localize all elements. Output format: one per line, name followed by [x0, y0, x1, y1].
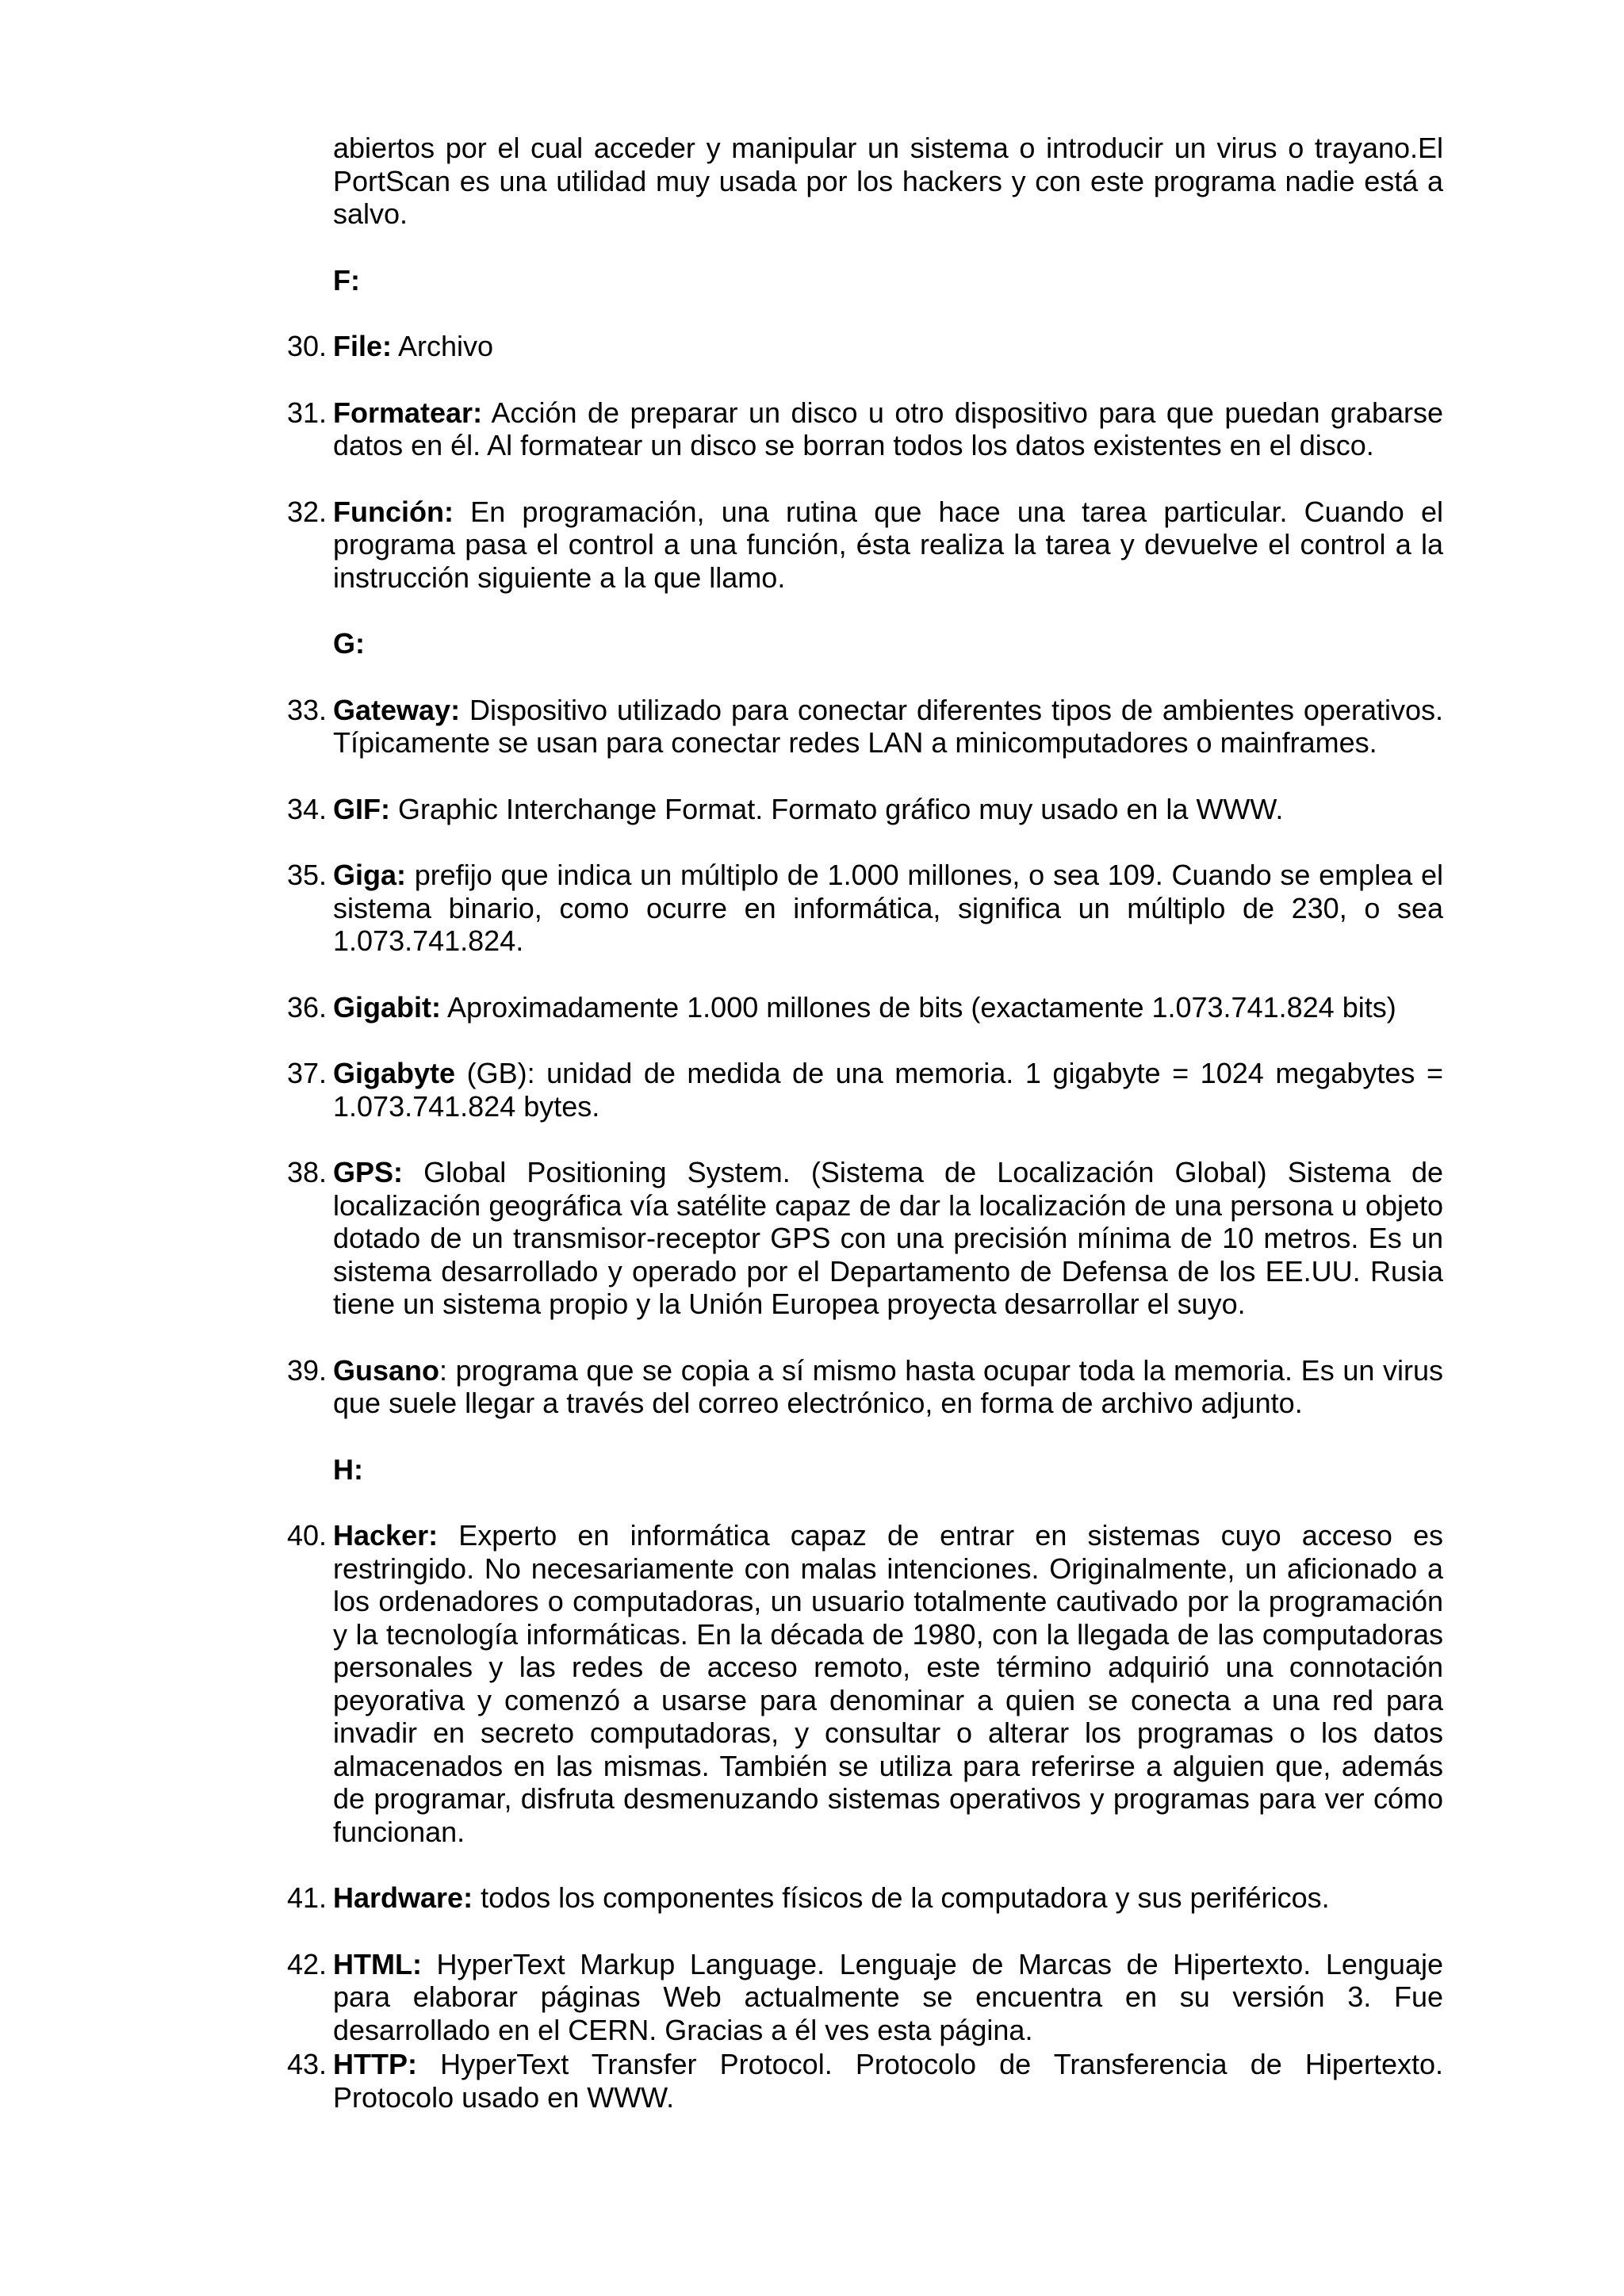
intro-paragraph: abiertos por el cual acceder y manipular un sistema o introducir un virus o trayano.El PortScan es una utilidad muy usada por los hackers y con este programa nadie está a salvo.: [333, 132, 1443, 230]
entry-definition: Dispositivo utilizado para conectar diferentes tipos de ambientes operativos. Típicamente se usan para conectar redes LAN a minicomputadores o mainframes.: [333, 693, 1443, 759]
entry-number: 31.: [286, 396, 327, 429]
glossary-entry-funcion: [286, 495, 1443, 595]
glossary-entry-gigabit: [286, 990, 1443, 1024]
glossary-entry-file: [286, 330, 1443, 363]
entry-term: Hardware:: [333, 1881, 473, 1914]
entry-number: 37.: [286, 1057, 327, 1089]
entry-term: Gusano: [333, 1353, 440, 1387]
entry-definition: Experto en informática capaz de entrar en sistemas cuyo acceso es restringido. No necesariamente con malas intenciones. Originalmente, un aficionado a los ordenadores o computadoras, un usuario totalmente cautivado por la programación y la tecnología informáticas. En la década de 1980, con la llegada de las computadoras personales y las redes de acceso remoto, este término adquirió una connotación peyorativa y comenzó a usarse para denominar a quien se conecta a una red para invadir en secreto computadoras, y consultar o alterar los programas o los datos almacenados en las mismas. También se utiliza para referirse a alguien que, además de programar, disfruta desmenuzando sistemas operativos y programas para ver cómo funcionan.: [333, 1519, 1443, 1848]
glossary-entry-hardware: [286, 1881, 1443, 1915]
glossary-entry-gusano: [286, 1353, 1443, 1420]
entry-definition: Acción de preparar un disco u otro dispositivo para que puedan grabarse datos en él. Al formatear un disco se borran todos los datos existentes en el disco.: [333, 396, 1443, 461]
entry-number: 40.: [286, 1519, 327, 1552]
section-letter-g: G:: [333, 627, 365, 660]
entry-term: Gateway:: [333, 693, 461, 726]
entry-term: Gigabit:: [333, 990, 441, 1024]
entry-definition: HyperText Transfer Protocol. Protocolo de Transferencia de Hipertexto. Protocolo usado en WWW.: [333, 2048, 1443, 2114]
entry-number: 32.: [286, 495, 327, 528]
entry-term: Hacker:: [333, 1519, 439, 1552]
section-letter-f: F:: [333, 263, 360, 297]
entry-number: 43.: [286, 2048, 327, 2080]
entry-definition: HyperText Markup Language. Lenguaje de Marcas de Hipertexto. Lenguaje para elaborar páginas Web actualmente se encuentra en su versión 3. Fue desarrollado en el CERN. Gracias a él ves esta página.: [333, 1947, 1443, 2046]
entry-number: 36.: [286, 990, 327, 1024]
entry-number: 41.: [286, 1881, 327, 1914]
glossary-entry-formatear: [286, 396, 1443, 462]
entry-term: Función:: [333, 495, 454, 528]
glossary-entry-html: [286, 1947, 1443, 2047]
entry-definition: (GB): unidad de medida de una memoria. 1 gigabyte = 1024 megabytes = 1.073.741.824 bytes.: [333, 1057, 1443, 1123]
entry-term: GPS:: [333, 1156, 404, 1188]
entry-definition: prefijo que indica un múltiplo de 1.000 millones, o sea 109. Cuando se emplea el sistema binario, como ocurre en informática, significa un múltiplo de 230, o sea 1.073.741.824.: [333, 859, 1443, 957]
entry-definition: Global Positioning System. (Sistema de Localización Global) Sistema de localización geográfica vía satélite capaz de dar la localización de una persona u objeto dotado de un transmisor-receptor GPS con una precisión mínima de 10 metros. Es un sistema desarrollado y operado por el Departamento de Defensa de los EE.UU. Rusia tiene un sistema propio y la Unión Europea proyecta desarrollar el suyo.: [333, 1156, 1443, 1320]
glossary-entry-http: [286, 2048, 1443, 2114]
entry-term: Formatear:: [333, 396, 483, 429]
entry-definition: todos los componentes físicos de la computadora y sus periféricos.: [473, 1881, 1330, 1914]
entry-number: 39.: [286, 1353, 327, 1387]
entry-term: HTML:: [333, 1947, 422, 1980]
glossary-entry-gif: [286, 792, 1443, 826]
entry-term: File:: [333, 330, 393, 362]
entry-number: 33.: [286, 693, 327, 726]
entry-term: HTTP:: [333, 2048, 417, 2080]
entry-term: GIF:: [333, 792, 390, 825]
entry-definition: : programa que se copia a sí mismo hasta ocupar toda la memoria. Es un virus que suele llegar a través del correo electrónico, en forma de archivo adjunto.: [333, 1353, 1443, 1419]
glossary-entry-gateway: [286, 693, 1443, 760]
glossary-content: [286, 132, 1443, 2114]
entry-definition: En programación, una rutina que hace una tarea particular. Cuando el programa pasa el control a una función, ésta realiza la tarea y devuelve el control a la instrucción siguiente a la que llamo.: [333, 495, 1443, 594]
entry-number: 34.: [286, 792, 327, 825]
entry-number: 30.: [286, 330, 327, 362]
entry-term: Giga:: [333, 859, 407, 891]
entry-number: 35.: [286, 859, 327, 891]
glossary-entry-giga: [286, 859, 1443, 958]
entry-number: 42.: [286, 1947, 327, 1980]
entry-definition: Graphic Interchange Format. Formato gráfico muy usado en la WWW.: [389, 792, 1284, 825]
entry-term: Gigabyte: [333, 1057, 456, 1089]
glossary-entry-hacker: [286, 1519, 1443, 1848]
entry-number: 38.: [286, 1156, 327, 1188]
section-letter-h: H:: [333, 1452, 363, 1486]
entry-definition: Archivo: [392, 330, 494, 362]
glossary-entry-gps: [286, 1156, 1443, 1321]
entry-definition: Aproximadamente 1.000 millones de bits (exactamente 1.073.741.824 bits): [440, 990, 1396, 1024]
glossary-entry-gigabyte: [286, 1057, 1443, 1123]
